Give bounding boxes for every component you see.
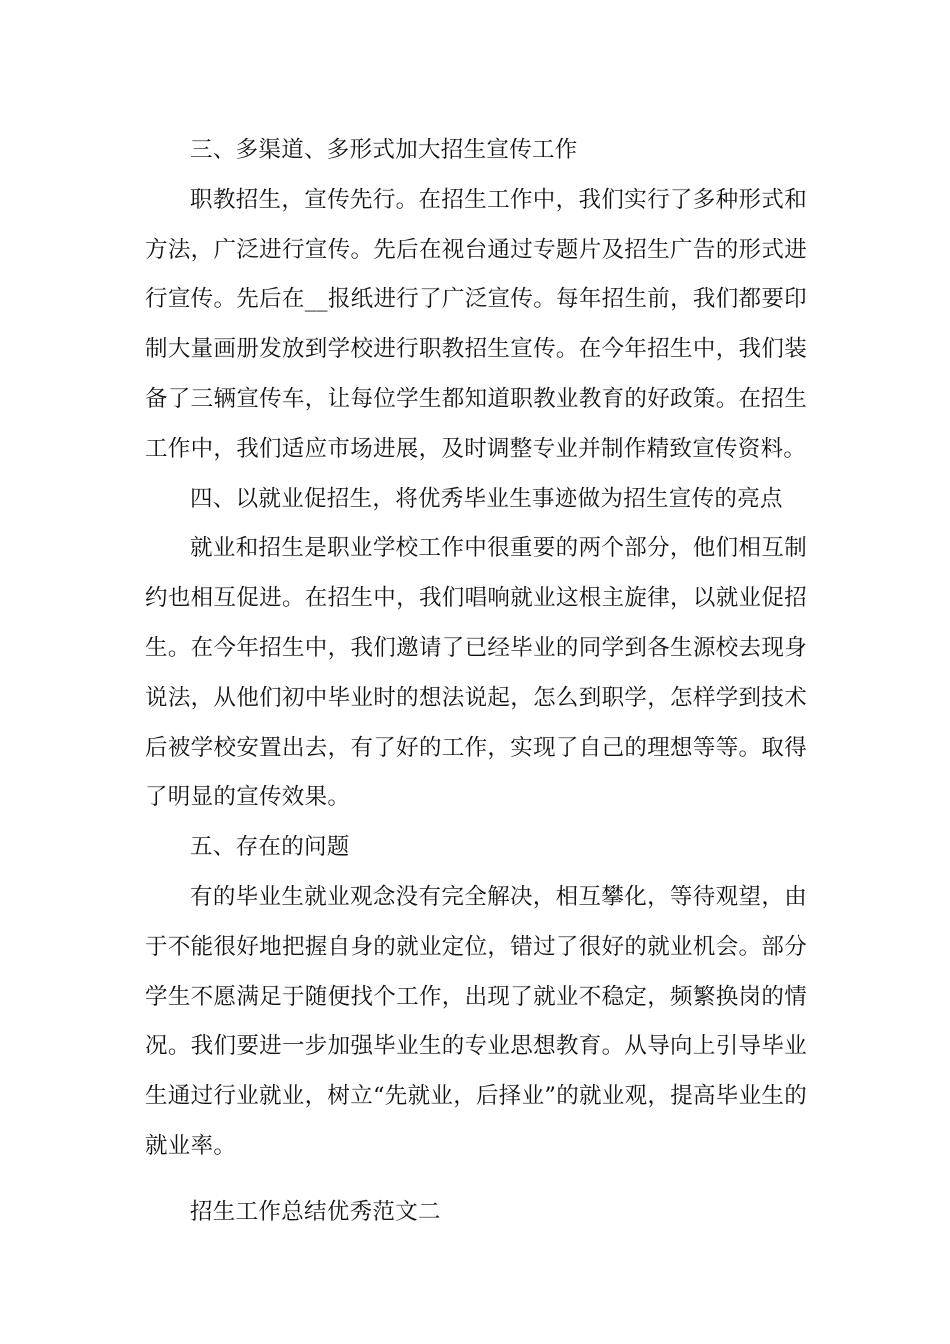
closing-title: 招生工作总结优秀范文二 xyxy=(190,1198,441,1225)
section-paragraph-5: 有的毕业生就业观念没有完全解决，相互攀化，等待观望，由于不能很好地把握自身的就业定位，错过了很好的就业机会。部分学生不愿满足于随便找个工作，出现了就业不稳定，频繁换岗的情况。我们要进一步加强毕业生的专业思想教育。从导向上引导毕业生通过行业就业，树立“先就业，后择业”的就业观，提高毕业生的就业率。 xyxy=(145,883,808,1159)
section-heading-5: 五、存在的问题 xyxy=(190,834,350,861)
document-body xyxy=(145,126,807,1238)
section-paragraph-4: 就业和招生是职业学校工作中很重要的两个部分，他们相互制约也相互促进。在招生中，我们唱响就业这根主旋律，以就业促招生。在今年招生中，我们邀请了已经毕业的同学到各生源校去现身说法，从他们初中毕业时的想法说起，怎么到职学，怎样学到技术后被学校安置出去，有了好的工作，实现了自己的理想等等。取得了明显的宣传效果。 xyxy=(145,535,807,811)
section-heading-4: 四、以就业促招生，将优秀毕业生事迹做为招生宣传的亮点 xyxy=(190,485,783,512)
section-paragraph-3: 职教招生，宣传先行。在招生工作中，我们实行了多种形式和方法，广泛进行宣传。先后在视台通过专题片及招生广告的形式进行宣传。先后在__报纸进行了广泛宣传。每年招生前，我们都要印制大量画册发放到学校进行职教招生宣传。在今年招生中，我们装备了三辆宣传车，让每位学生都知道职教业教育的好政策。在招生工作中，我们适应市场进展，及时调整专业并制作精致宣传资料。 xyxy=(145,186,807,462)
section-heading-3: 三、多渠道、多形式加大招生宣传工作 xyxy=(190,137,578,163)
